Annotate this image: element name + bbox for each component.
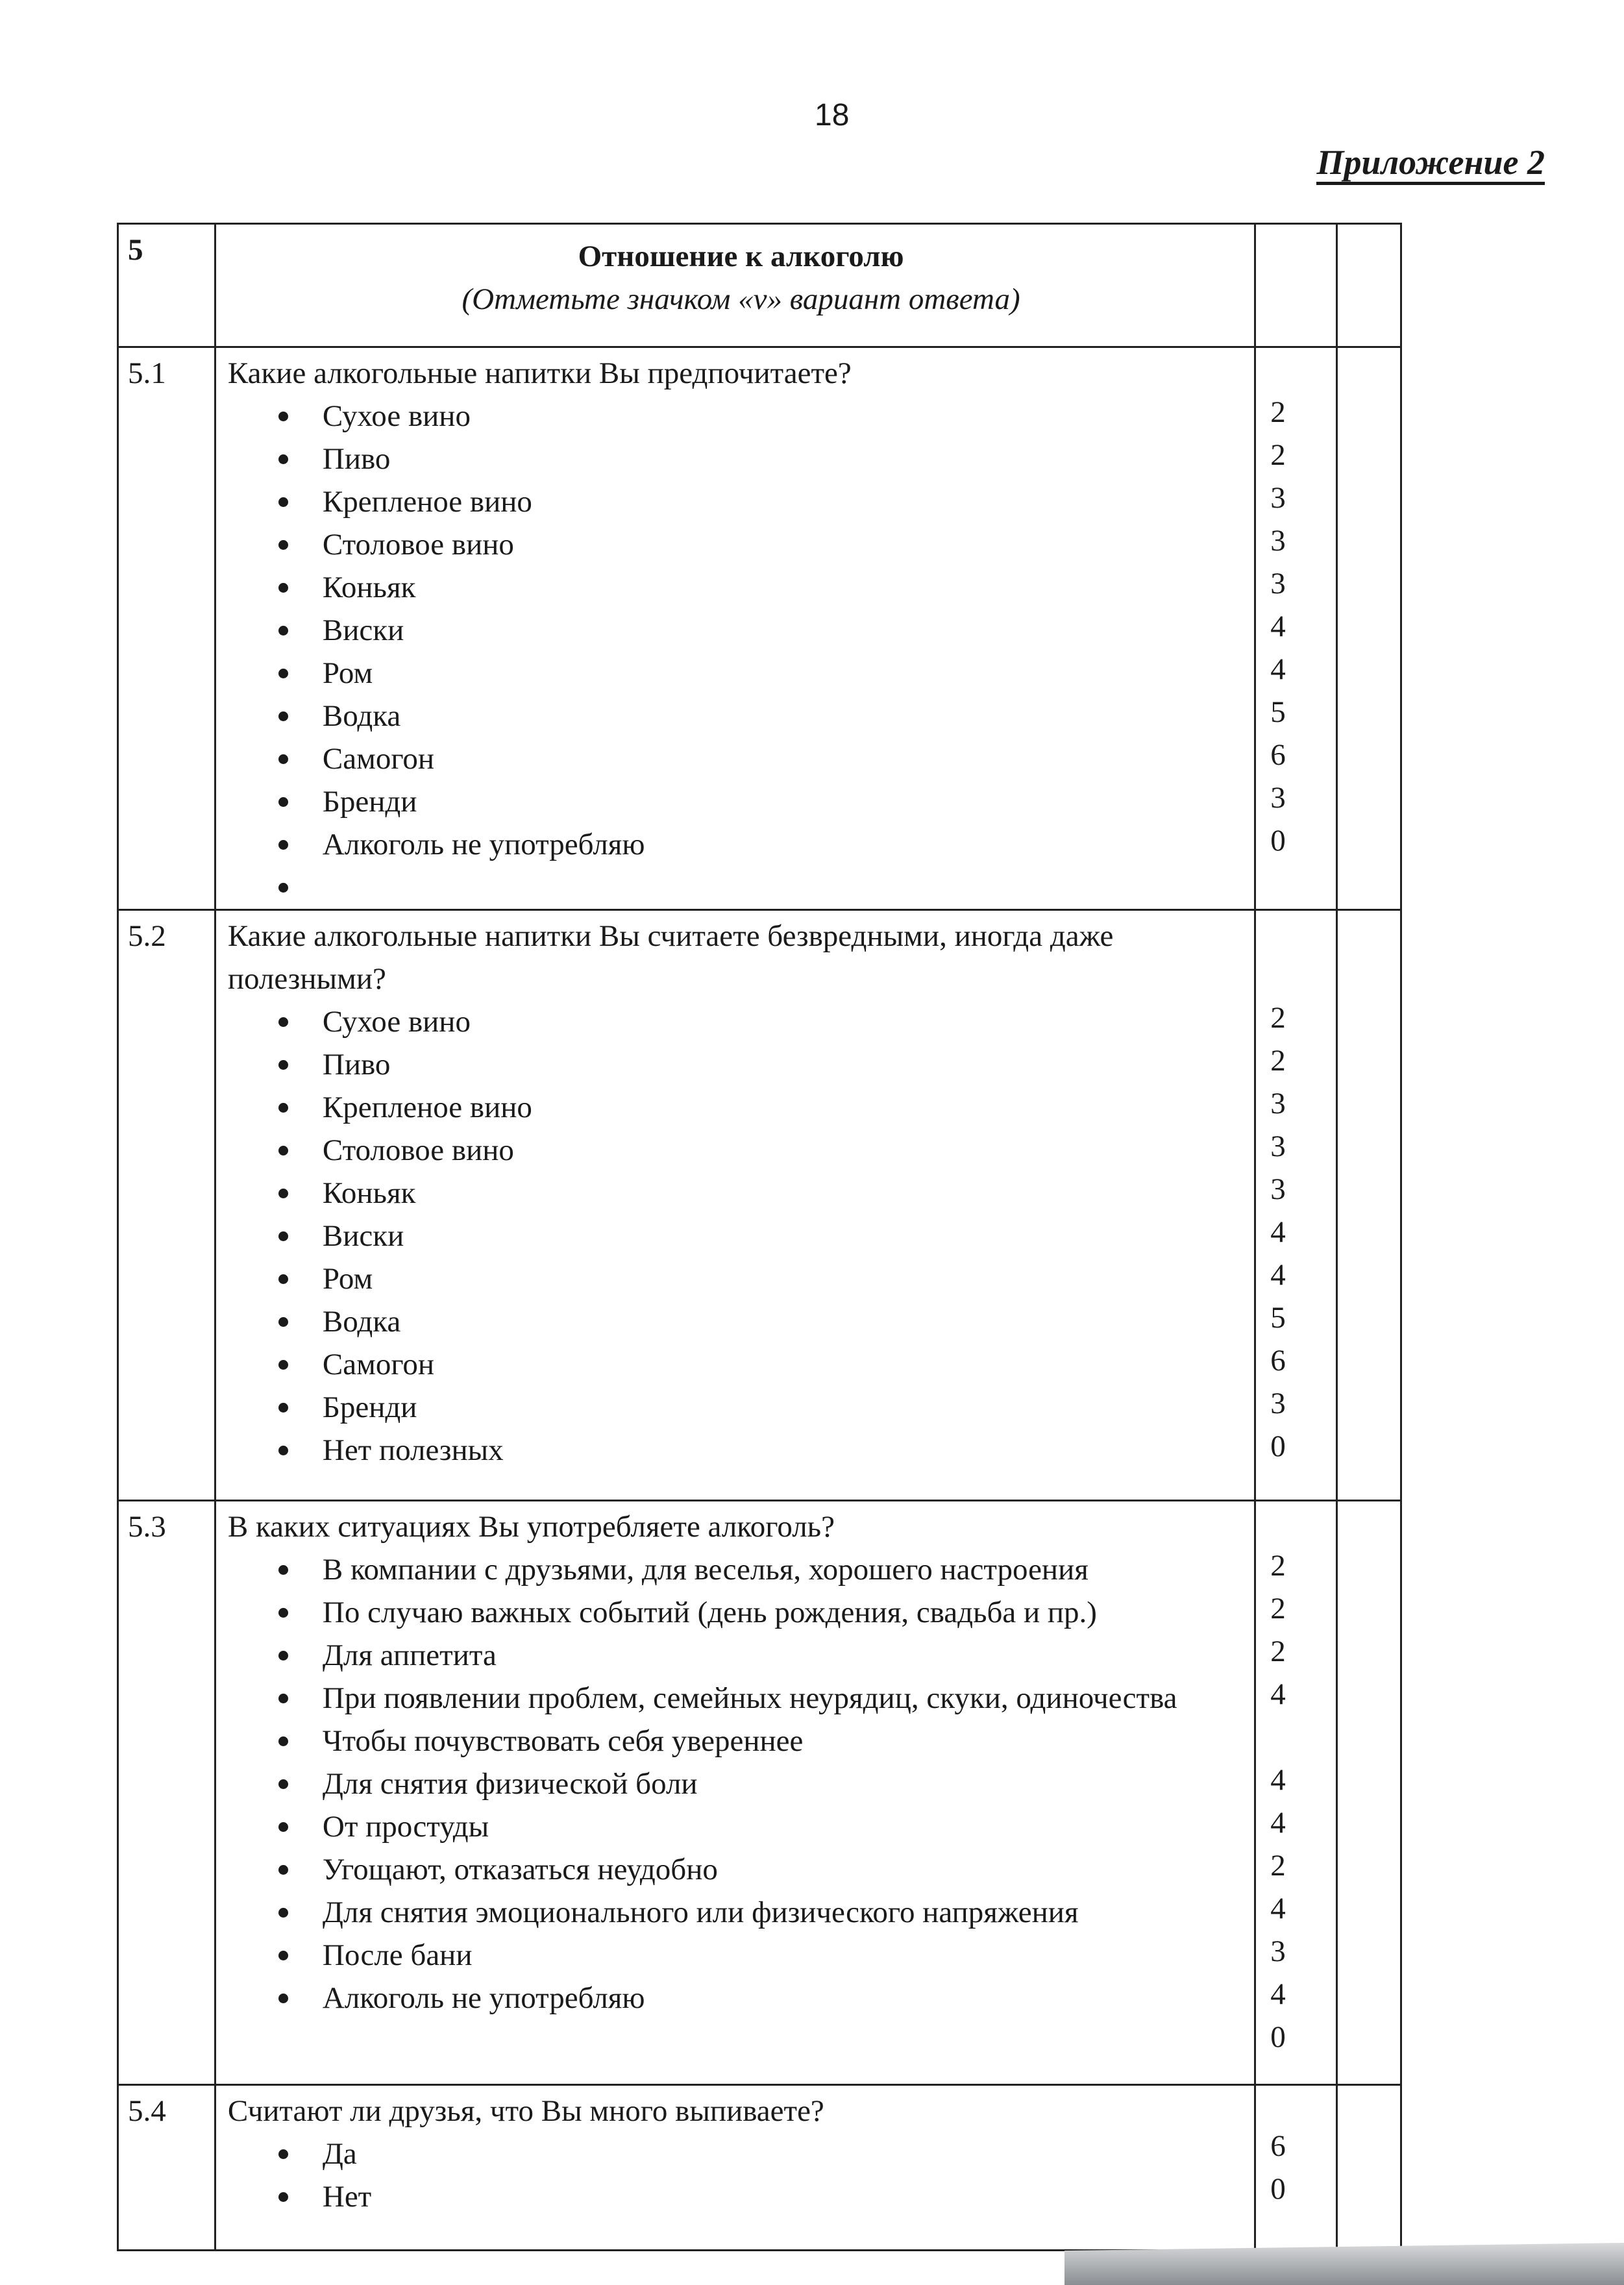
option-item: Водка: [278, 1300, 1254, 1343]
option-item: Сухое вино: [278, 395, 1254, 438]
score-value: 3: [1270, 1172, 1286, 1206]
option-item: Да: [278, 2132, 1254, 2175]
score-value: 3: [1270, 1387, 1286, 1420]
question-cell: [215, 1501, 1255, 2085]
score-value: 4: [1270, 1763, 1286, 1797]
questionnaire-table: [117, 223, 1402, 2251]
section-header-cell: [215, 224, 1255, 347]
score-value: 4: [1270, 1677, 1286, 1711]
option-item: Для снятия эмоционального или физического напряжения: [278, 1891, 1254, 1934]
score-value: 4: [1270, 1215, 1286, 1249]
score-cell: [1255, 2085, 1337, 2251]
score-value: 3: [1270, 481, 1286, 515]
question-number: 5.1: [118, 347, 215, 910]
question-number: 5.3: [118, 1501, 215, 2085]
question-row: [118, 1501, 1401, 2085]
score-column-cell: [1255, 224, 1337, 347]
option-item: Самогон: [278, 737, 1254, 780]
question-row: [118, 347, 1401, 910]
question-text: Какие алкогольные напитки Вы считаете безвредными, иногда даже полезными?: [227, 919, 1114, 996]
score-value: 0: [1270, 2172, 1286, 2206]
score-value: 3: [1270, 1934, 1286, 1968]
score-value: 3: [1270, 781, 1286, 815]
score-value: 2: [1270, 1001, 1286, 1035]
question-cell: [215, 347, 1255, 910]
option-item: Виски: [278, 609, 1254, 652]
option-item: Крепленое вино: [278, 1086, 1254, 1129]
question-row: [118, 910, 1401, 1501]
option-item: Коньяк: [278, 566, 1254, 609]
answer-mark-cell[interactable]: [1337, 347, 1401, 910]
score-value: 3: [1270, 524, 1286, 558]
option-item: Ром: [278, 652, 1254, 695]
score-value: 3: [1270, 567, 1286, 600]
score-value: 4: [1270, 1977, 1286, 2011]
option-item: В компании с друзьями, для веселья, хорошего настроения: [278, 1548, 1254, 1591]
answer-mark-cell[interactable]: [1337, 1501, 1401, 2085]
option-list: [228, 1000, 1254, 1472]
score-value: 3: [1270, 1130, 1286, 1163]
score-value: 6: [1270, 2129, 1286, 2163]
section-number: 5: [118, 224, 215, 347]
option-item: Сухое вино: [278, 1000, 1254, 1043]
option-item-empty: [278, 866, 1254, 909]
score-value: 5: [1270, 1301, 1286, 1335]
option-item: Нет: [278, 2175, 1254, 2218]
score-value: 2: [1270, 1849, 1286, 1883]
question-text: В каких ситуациях Вы употребляете алкоголь?: [227, 1510, 835, 1544]
option-item: Коньяк: [278, 1172, 1254, 1215]
score-value: 2: [1270, 1635, 1286, 1668]
option-item: Пиво: [278, 438, 1254, 480]
score-value: 2: [1270, 1549, 1286, 1583]
option-item: По случаю важных событий (день рождения, свадьба и пр.): [278, 1591, 1254, 1634]
section-instruction: (Отметьте значком «v» вариант ответа): [461, 282, 1020, 316]
option-item: Для аппетита: [278, 1634, 1254, 1677]
option-item: Пиво: [278, 1043, 1254, 1086]
question-cell: [215, 2085, 1255, 2251]
option-item: Нет полезных: [278, 1429, 1254, 1472]
score-cell: [1255, 1501, 1337, 2085]
score-value: 2: [1270, 1592, 1286, 1625]
answer-mark-cell[interactable]: [1337, 910, 1401, 1501]
option-item: Столовое вино: [278, 523, 1254, 566]
score-value: 4: [1270, 610, 1286, 643]
score-value: 5: [1270, 695, 1286, 729]
option-item: Крепленое вино: [278, 480, 1254, 523]
score-cell: [1255, 347, 1337, 910]
score-value: 4: [1270, 1892, 1286, 1925]
question-number: 5.4: [118, 2085, 215, 2251]
option-item: Ром: [278, 1257, 1254, 1300]
option-item: При появлении проблем, семейных неурядиц, скуки, одиночества: [278, 1677, 1254, 1720]
option-item: Бренди: [278, 1386, 1254, 1429]
option-item: Столовое вино: [278, 1129, 1254, 1172]
score-value: 4: [1270, 1806, 1286, 1840]
page-number: 18: [815, 98, 850, 132]
section-title: Отношение к алкоголю: [578, 240, 904, 273]
question-text: Какие алкогольные напитки Вы предпочитаете?: [227, 356, 852, 390]
question-text: Считают ли друзья, что Вы много выпиваете?: [227, 2094, 824, 2128]
score-value: 0: [1270, 1429, 1286, 1463]
option-item: Для снятия физической боли: [278, 1762, 1254, 1805]
option-item: Виски: [278, 1215, 1254, 1257]
option-item: Бренди: [278, 780, 1254, 823]
question-cell: [215, 910, 1255, 1501]
score-value: 6: [1270, 738, 1286, 772]
option-list: [228, 1548, 1254, 2019]
score-value: 4: [1270, 652, 1286, 686]
option-item: Самогон: [278, 1343, 1254, 1386]
option-item: Чтобы почувствовать себя увереннее: [278, 1720, 1254, 1762]
score-value: 2: [1270, 438, 1286, 472]
score-value: 2: [1270, 395, 1286, 429]
question-number: 5.2: [118, 910, 215, 1501]
option-list: [228, 395, 1254, 909]
option-item: Угощают, отказаться неудобно: [278, 1848, 1254, 1891]
appendix-label: Приложение 2: [1316, 144, 1545, 185]
option-item: От простуды: [278, 1805, 1254, 1848]
answer-mark-cell[interactable]: [1337, 2085, 1401, 2251]
question-row: [118, 2085, 1401, 2251]
option-item: Алкоголь не употребляю: [278, 1977, 1254, 2019]
option-item: Алкоголь не употребляю: [278, 823, 1254, 866]
score-value: 3: [1270, 1087, 1286, 1120]
section-header-row: [118, 224, 1401, 347]
score-value: 0: [1270, 2020, 1286, 2054]
score-value: 0: [1270, 824, 1286, 858]
score-value: 4: [1270, 1258, 1286, 1292]
score-cell: [1255, 910, 1337, 1501]
answer-column-cell: [1337, 224, 1401, 347]
option-list: [228, 2132, 1254, 2218]
option-item: Водка: [278, 695, 1254, 737]
score-value: 2: [1270, 1044, 1286, 1078]
option-item: После бани: [278, 1934, 1254, 1977]
score-value: 6: [1270, 1344, 1286, 1377]
